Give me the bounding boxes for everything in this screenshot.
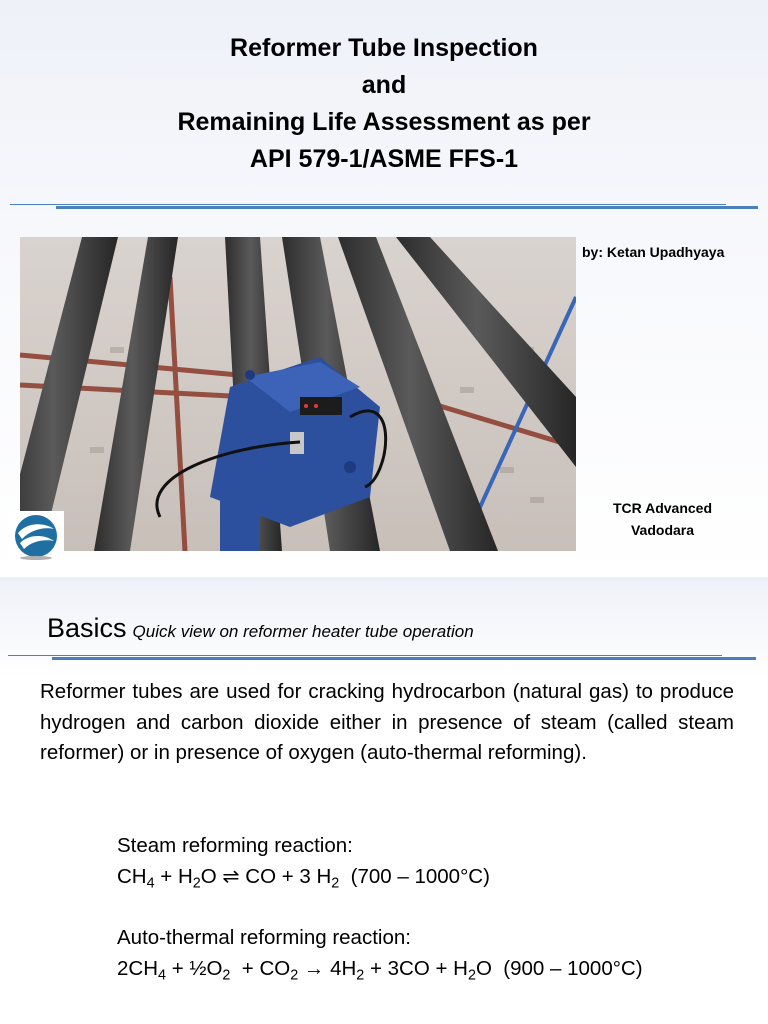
heading-subtitle: Quick view on reformer heater tube operation [132, 622, 474, 641]
basics-slide [0, 577, 768, 1024]
inspection-photo [20, 237, 576, 551]
steam-reaction-label: Steam reforming reaction: [117, 834, 353, 857]
title-divider-thin [10, 204, 726, 205]
organization-name [590, 497, 735, 541]
steam-reaction-equation: $CH_4 + H_2O$ ⇌ CO + 3 $H_2$ (700 – 1000°C) [117, 865, 490, 892]
heading-divider-thin [8, 655, 722, 656]
author-byline: by: Ketan Upadhyaya [582, 244, 725, 260]
title-line-4: API 579-1/ASME FFS-1 [249, 145, 519, 173]
heading-title: Basics [47, 613, 127, 643]
slide-title [0, 30, 768, 178]
org-line-1: TCR Advanced [612, 500, 713, 516]
org-line-2: Vadodara [630, 522, 695, 538]
auto-reaction-equation: $2CH_4$ + $\frac{1}{2}O_2 + CO_2 \to 4H_2 + 3CO + H_2O$ (900 – 1000°C) [117, 957, 643, 984]
company-logo-icon [8, 511, 64, 561]
title-divider-thick [56, 206, 758, 209]
auto-reaction-label: Auto-thermal reforming reaction: [117, 926, 411, 949]
slide-heading [47, 613, 474, 644]
intro-paragraph: Reformer tubes are used for cracking hydrocarbon (natural gas) to produce hydrogen and carbon dioxide either in presence of steam (called steam reformer) or in presence of oxygen (auto-thermal reforming). [40, 680, 734, 764]
company-logo [8, 511, 64, 561]
title-line-3: Remaining Life Assessment as per [177, 108, 591, 136]
title-line-1: Reformer Tube Inspection [230, 34, 538, 62]
title-line-2: and [361, 71, 407, 99]
heading-divider-thick [52, 657, 756, 660]
